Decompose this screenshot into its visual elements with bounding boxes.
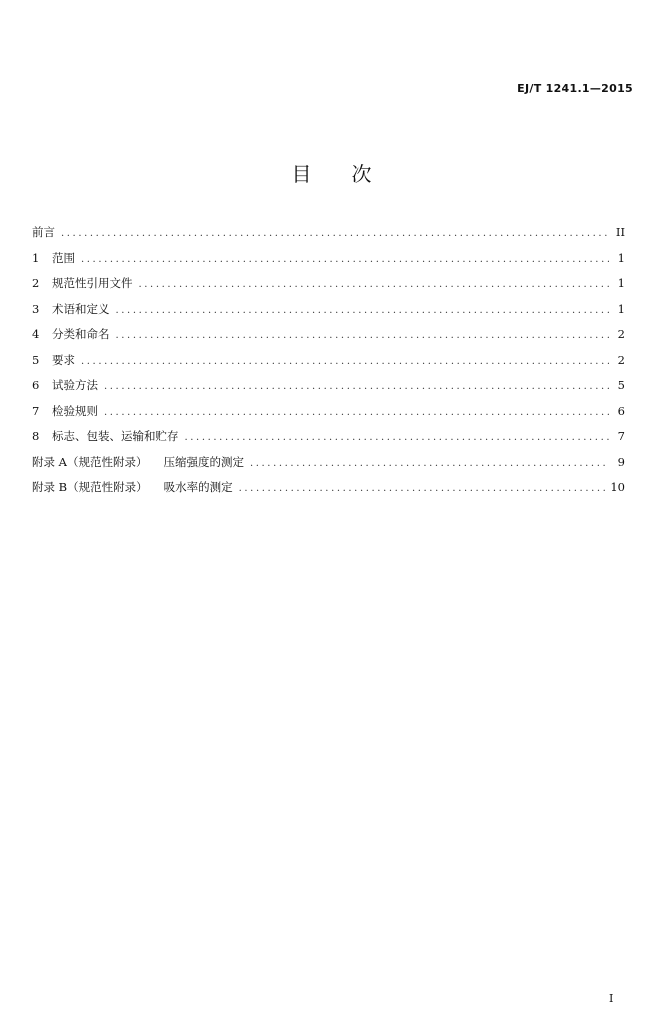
toc-entry-label: 检验规则: [52, 403, 98, 418]
toc-entry-2[interactable]: [32, 271, 625, 297]
toc-entry-label: 规范性引用文件: [52, 276, 133, 290]
toc-entry-page: 1: [617, 301, 625, 316]
toc-leader: [185, 425, 610, 451]
toc-entry-5[interactable]: [32, 348, 625, 374]
toc-entry-page: 2: [617, 327, 625, 341]
toc-leader: [81, 247, 609, 273]
toc-leader: [116, 323, 610, 349]
toc-entry-3[interactable]: [32, 297, 625, 323]
toc-entry-label: 前言: [32, 225, 55, 239]
toc-entry-page: 10: [610, 480, 625, 494]
page-title-char-2: 次: [351, 162, 372, 186]
toc-entry-6[interactable]: [32, 373, 625, 399]
toc-entry-label: 试验方法: [52, 378, 98, 392]
toc-leader: [61, 221, 609, 247]
toc-appendix-title: 吸水率的测定: [163, 480, 233, 494]
table-of-contents: [32, 220, 625, 501]
toc-entry-label: 附录 A（规范性附录）: [32, 454, 148, 469]
toc-leader: [239, 476, 607, 502]
toc-entry-8[interactable]: [32, 424, 625, 450]
toc-entry-page: II: [615, 225, 625, 239]
toc-entry-number: 5: [32, 352, 40, 367]
page-title: [0, 158, 663, 187]
toc-entry-label: 标志、包装、运输和贮存: [52, 429, 179, 443]
toc-entry-label: 要求: [52, 352, 75, 367]
toc-leader: [139, 272, 610, 298]
toc-entry-page: 7: [617, 429, 625, 443]
toc-entry-page: 9: [617, 454, 625, 469]
standard-code: EJ/T 1241.1—2015: [517, 82, 633, 95]
toc-entry-page: 2: [617, 352, 625, 367]
page-number: I: [609, 992, 614, 1005]
page-title-char-1: 目: [291, 162, 312, 186]
toc-entry-number: 4: [32, 327, 40, 341]
toc-leader: [81, 349, 609, 375]
toc-entry-4[interactable]: [32, 322, 625, 348]
toc-entry-label: 范围: [52, 250, 75, 265]
toc-entry-number: 8: [32, 429, 40, 443]
toc-leader: [250, 451, 609, 477]
toc-entry-number: 1: [32, 250, 40, 265]
toc-entry-1[interactable]: [32, 246, 625, 272]
toc-leader: [104, 400, 609, 426]
toc-entry-foreword[interactable]: [32, 220, 625, 246]
toc-entry-7[interactable]: [32, 399, 625, 425]
toc-entry-page: 5: [617, 378, 625, 392]
toc-entry-appendix-b[interactable]: [32, 475, 625, 501]
toc-leader: [104, 374, 609, 400]
toc-entry-number: 6: [32, 378, 40, 392]
toc-entry-label: 术语和定义: [52, 301, 110, 316]
toc-appendix-title: 压缩强度的测定: [163, 454, 244, 469]
toc-entry-number: 7: [32, 403, 40, 418]
toc-entry-page: 6: [617, 403, 625, 418]
toc-entry-label: 分类和命名: [52, 327, 110, 341]
toc-entry-number: 2: [32, 276, 40, 290]
toc-entry-appendix-a[interactable]: [32, 450, 625, 476]
toc-entry-page: 1: [617, 276, 625, 290]
toc-entry-number: 3: [32, 301, 40, 316]
toc-leader: [116, 298, 610, 324]
toc-entry-page: 1: [617, 250, 625, 265]
toc-entry-label: 附录 B（规范性附录）: [32, 480, 148, 494]
